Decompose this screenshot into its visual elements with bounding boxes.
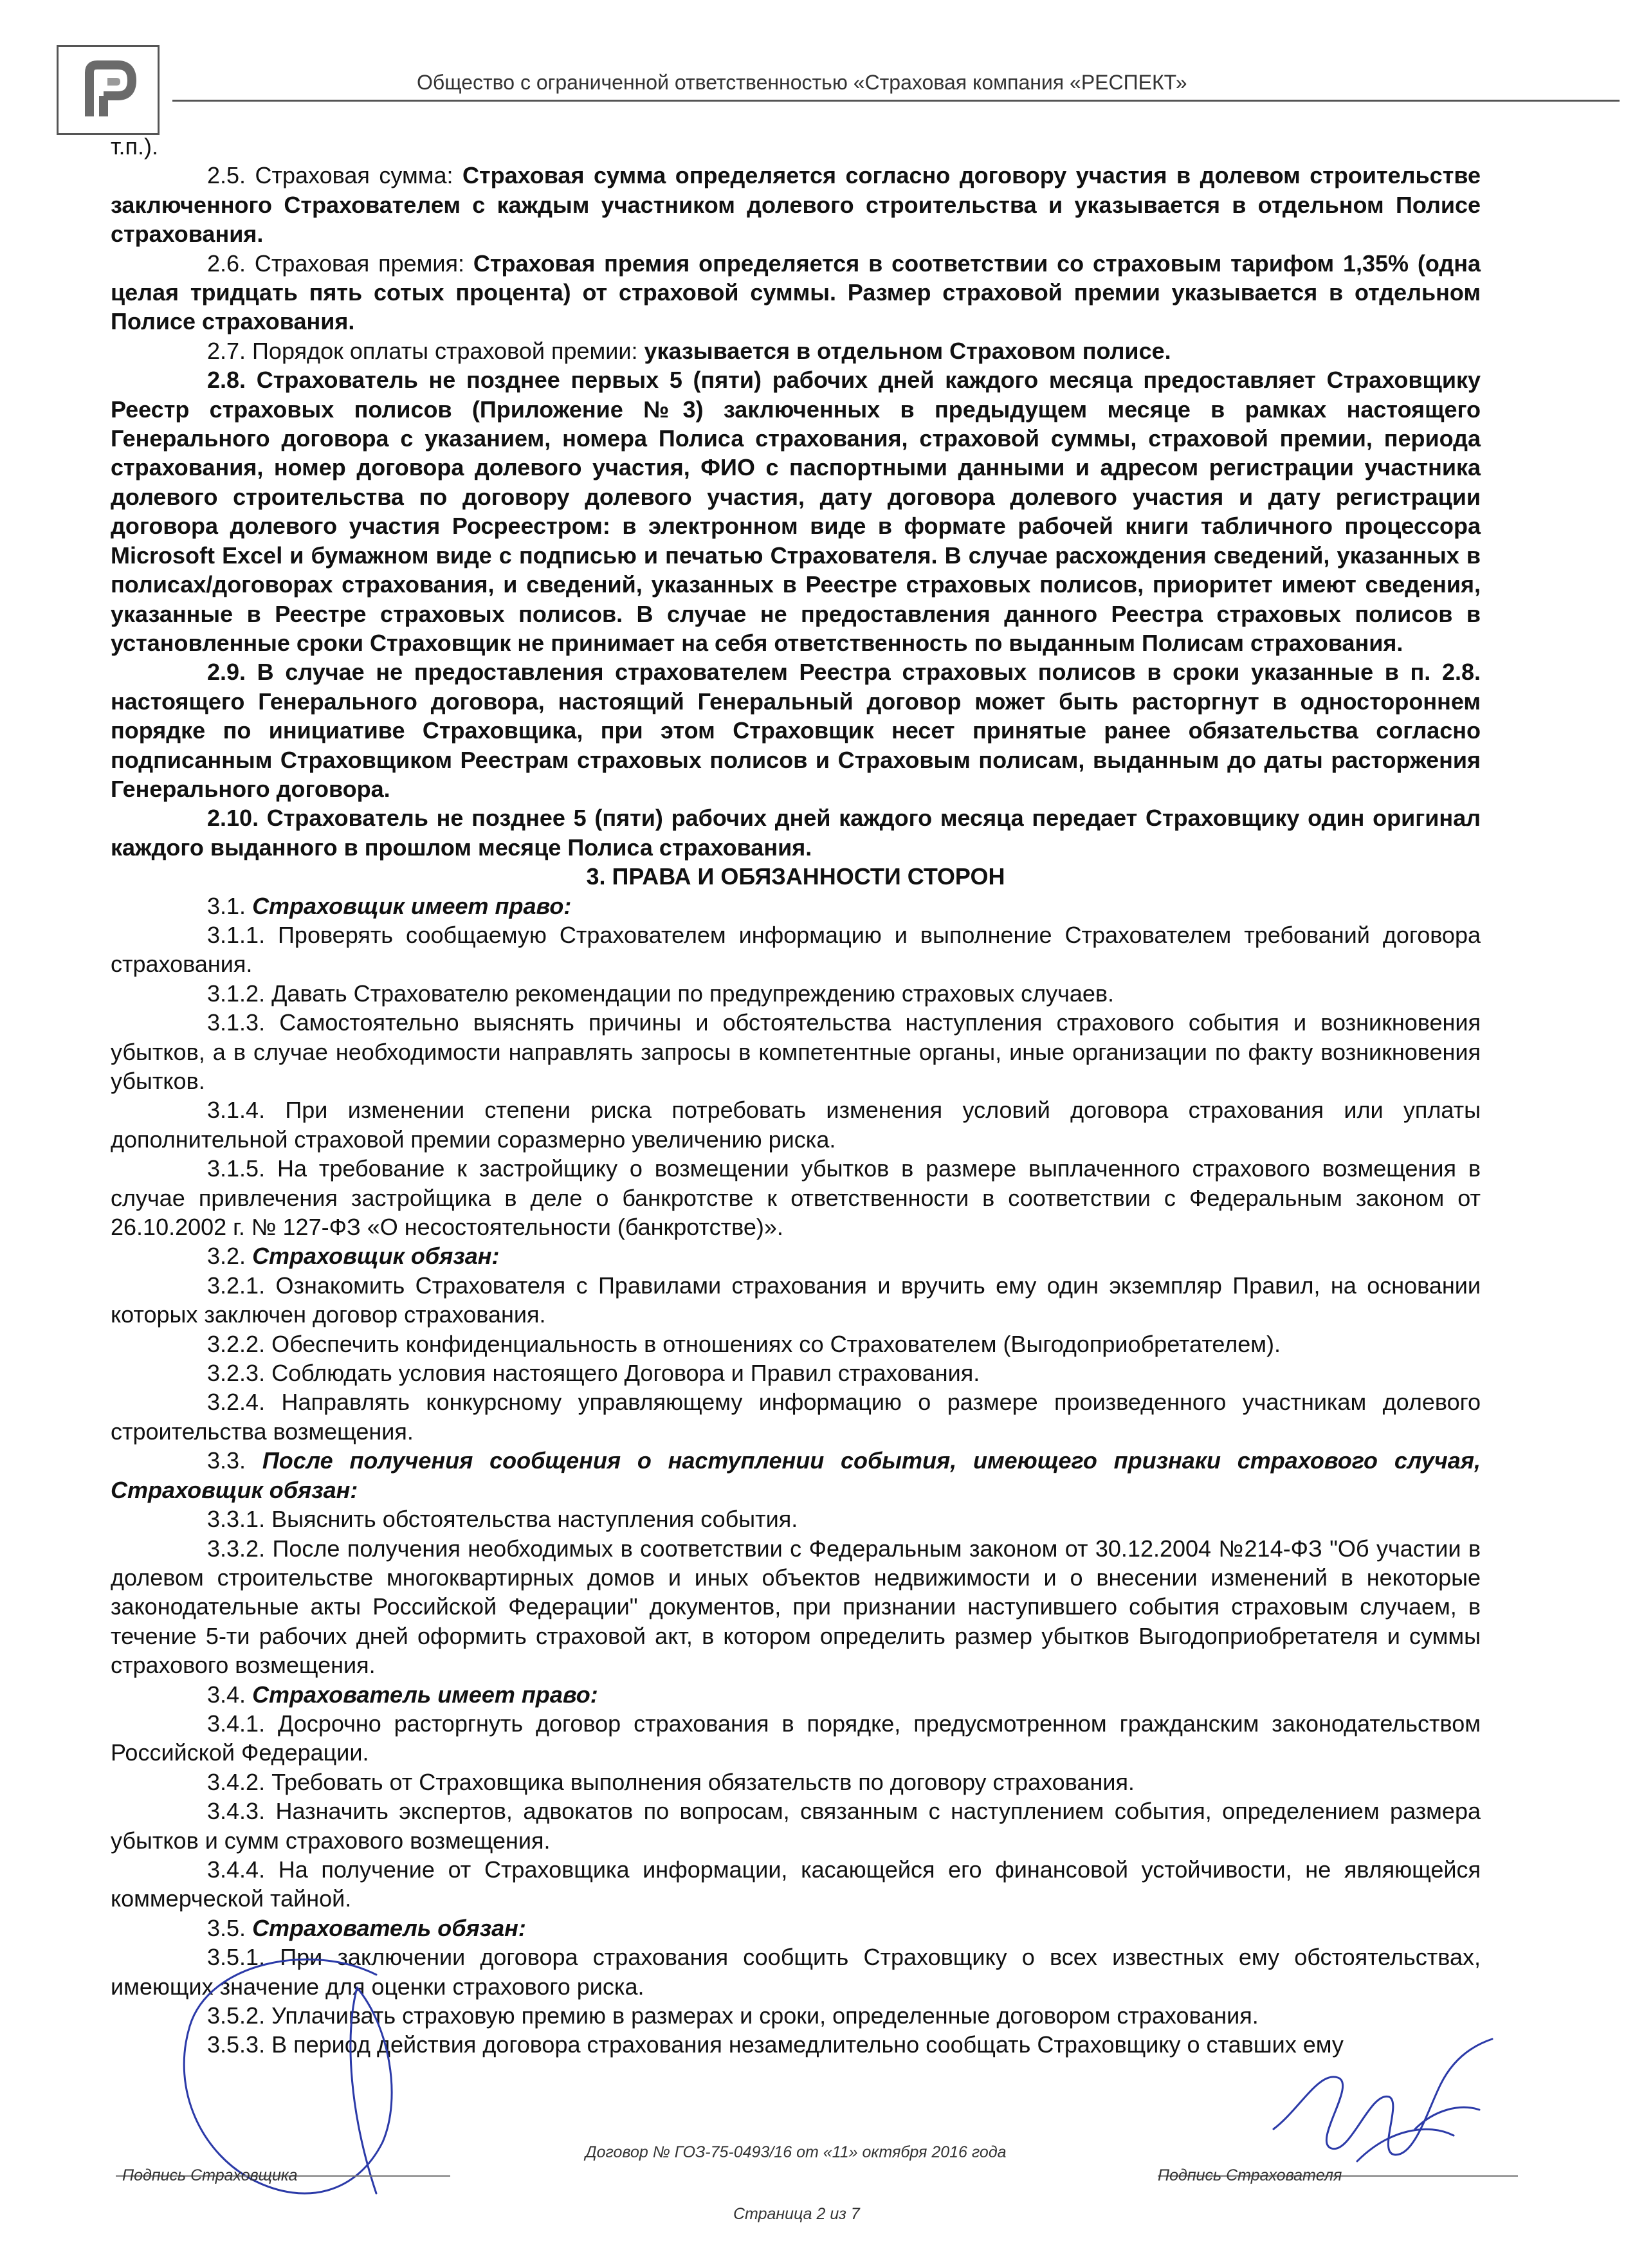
clause-3-3-heading: После получения сообщения о наступлении события, имеющего признаки страхового случая, Страховщик обязан: [111, 1447, 1481, 1503]
company-logo [57, 45, 160, 135]
clause-3-1-2: 3.1.2. Давать Страхователю рекомендации по предупреждению страховых случаев. [207, 980, 1115, 1007]
clause-3-4 [111, 1680, 1481, 1709]
clause-3-1-heading: Страховщик имеет право: [252, 892, 572, 919]
clause-2-7-text: указывается в отдельном Страховом полисе. [644, 337, 1171, 364]
clause-3-5-3: 3.5.3. В период действия договора страхования незамедлительно сообщать Страховщику о ставших ему [207, 2031, 1344, 2058]
clause-2-7-label: 2.7. Порядок оплаты страховой премии: [207, 337, 644, 364]
clause-3-1-5: 3.1.5. На требование к застройщику о возмещении убытков в размере выплаченного страхового возмещения в случае привлечения застройщика в деле о банкротстве к ответственности в соответствии с Федеральным законом от 26.10.2002 г. № 127-ФЗ «О несостоятельности (банкротстве)». [111, 1155, 1481, 1241]
clause-3-1-1: 3.1.1. Проверять сообщаемую Страхователем информацию и выполнение Страхователем требований договора страхования. [111, 921, 1481, 978]
clause-3-3-label: 3.3. [207, 1447, 262, 1474]
clause-2-5 [111, 161, 1481, 248]
clause-3-2-heading: Страховщик обязан: [252, 1243, 500, 1270]
clause-2-10: 2.10. Страхователь не позднее 5 (пяти) рабочих дней каждого месяца передает Страховщику один оригинал каждого выданного в прошлом месяце Полиса страхования. [111, 805, 1481, 861]
clause-3-5-label: 3.5. [207, 1914, 253, 1941]
clause-3-2 [111, 1241, 1481, 1270]
clause-3-4-2: 3.4.2. Требовать от Страховщика выполнения обязательств по договору страхования. [207, 1768, 1135, 1795]
document-body [111, 132, 1481, 2060]
company-name: Общество с ограниченной ответственностью «Страховая компания «РЕСПЕКТ» [417, 71, 1187, 94]
clause-3-5-1: 3.5.1. При заключении договора страхования сообщить Страховщику о всех известных ему обстоятельствах, имеющих значение для оценки страхового риска. [111, 1944, 1481, 2000]
respect-logo-icon [78, 59, 142, 123]
paragraph-continuation: т.п.). [111, 133, 158, 160]
clause-3-4-3: 3.4.3. Назначить экспертов, адвокатов по вопросам, связанным с наступлением события, определением размера убытков и сумм страхового возмещения. [111, 1798, 1481, 1854]
clause-3-3-1: 3.3.1. Выяснить обстоятельства наступления события. [207, 1506, 798, 1533]
clause-3-5 [111, 1914, 1481, 1943]
clause-3-4-1: 3.4.1. Досрочно расторгнуть договор страхования в порядке, предусмотренном гражданским законодательством Российской Федерации. [111, 1710, 1481, 1766]
clause-3-1-4: 3.1.4. При изменении степени риска потребовать изменения условий договора страхования или уплаты дополнительной страховой премии соразмерно увеличению риска. [111, 1097, 1481, 1153]
clause-2-6 [111, 249, 1481, 336]
contract-reference: Договор № ГОЗ-75-0493/16 от «11» октября 2016 года [585, 2143, 1007, 2161]
clause-3-4-label: 3.4. [207, 1681, 253, 1708]
clause-2-6-text: Страховая премия определяется в соответствии со страховым тарифом 1,35% (одна целая тридцать пять сотых процента) от страховой суммы. Размер страховой премии указывается в отдельном Полисе страхования. [111, 250, 1481, 335]
clause-3-2-label: 3.2. [207, 1243, 253, 1270]
clause-2-5-text: Страховая сумма определяется согласно договору участия в долевом строительстве заключенного Страхователем с каждым участником долевого строительства и указывается в отдельном Полисе страхования. [111, 162, 1481, 248]
page-header [57, 45, 1600, 106]
policyholder-signature-label: Подпись Страхователя [1158, 2166, 1342, 2184]
header-divider [172, 100, 1620, 102]
clause-2-9: 2.9. В случае не предоставления страхователем Реестра страховых полисов в сроки указанные в п. 2.8. настоящего Генерального договора, настоящий Генеральный договор может быть расторгнут в одностороннем порядке по инициативе Страховщика, при этом Страховщик несет принятые ранее обязательства согласно подписанным Страховщиком Реестрам страховых полисов и Страховым полисам, выданным до даты расторжения Генерального договора. [111, 659, 1481, 802]
clause-3-5-2: 3.5.2. Уплачивать страховую премию в размерах и сроки, определенные договором страхования. [207, 2002, 1259, 2029]
clause-3-2-1: 3.2.1. Ознакомить Страхователя с Правилами страхования и вручить ему один экземпляр Правил, на основании которых заключен договор страхования. [111, 1272, 1481, 1328]
page-number: Страница 2 из 7 [733, 2205, 860, 2223]
clause-3-3 [111, 1446, 1481, 1504]
clause-3-1-3: 3.1.3. Самостоятельно выяснять причины и обстоятельства наступления страхового события и возникновения убытков, а в случае необходимости направлять запросы в компетентные органы, иные организации по факту возникновения убытков. [111, 1009, 1481, 1094]
clause-3-2-2: 3.2.2. Обеспечить конфиденциальность в отношениях со Страхователем (Выгодоприобретателем). [207, 1330, 1281, 1357]
section-3-title: 3. ПРАВА И ОБЯЗАННОСТИ СТОРОН [586, 863, 1005, 890]
clause-3-5-heading: Страхователь обязан: [252, 1914, 526, 1941]
insurer-signature-label: Подпись Страховщика [122, 2166, 298, 2184]
clause-2-6-label: 2.6. Страховая премия: [207, 250, 473, 277]
page-footer [0, 2135, 1644, 2264]
clause-2-7 [111, 336, 1481, 365]
clause-3-2-4: 3.2.4. Направлять конкурсному управляющему информацию о размере произведенного участникам долевого строительства возмещения. [111, 1389, 1481, 1445]
clause-3-1-label: 3.1. [207, 892, 253, 919]
clause-3-2-3: 3.2.3. Соблюдать условия настоящего Договора и Правил страхования. [207, 1360, 980, 1387]
clause-3-1 [111, 892, 1481, 920]
clause-3-4-heading: Страхователь имеет право: [252, 1681, 598, 1708]
clause-3-3-2: 3.3.2. После получения необходимых в соответствии с Федеральным законом от 30.12.2004 №214-ФЗ "Об участии в долевом строительстве многоквартирных домов и иных объектов недвижимости и о внесении изменений в некоторые законодательные акты Российской Федерации" документов, при признании наступившего события страховым случаем, в течение 5-ти рабочих дней оформить страховой акт, в котором определить размер убытков Выгодоприобретателя и суммы страхового возмещения. [111, 1535, 1481, 1679]
clause-2-8: 2.8. Страхователь не позднее первых 5 (пяти) рабочих дней каждого месяца предоставляет Страховщику Реестр страховых полисов (Приложение №3) заключенных в предыдущем месяце в рамках настоящего Генерального договора с указанием, номера Полиса страхования, страховой суммы, страховой премии, периода страхования, номер договора долевого участия, ФИО с паспортными данными и адресом регистрации участника долевого строительства по договору долевого участия, дату договора долевого участия и дату регистрации договора долевого участия Росреестром: в электронном виде в формате рабочей книги табличного процессора Microsoft Excel и бумажном виде с подписью и печатью Страхователя. В случае расхождения сведений, указанных в полисах/договорах страхования, и сведений, указанных в Реестре страховых полисов, приоритет имеют сведения, указанные в Реестре страховых полисов. В случае не предоставления данного Реестра страховых полисов в установленные сроки Страховщик не принимает на себя ответственность по выданным Полисам страхования. [111, 367, 1481, 656]
clause-2-5-label: 2.5. Страховая сумма: [207, 162, 463, 189]
clause-3-4-4: 3.4.4. На получение от Страховщика информации, касающейся его финансовой устойчивости, не являющейся коммерческой тайной. [111, 1856, 1481, 1912]
